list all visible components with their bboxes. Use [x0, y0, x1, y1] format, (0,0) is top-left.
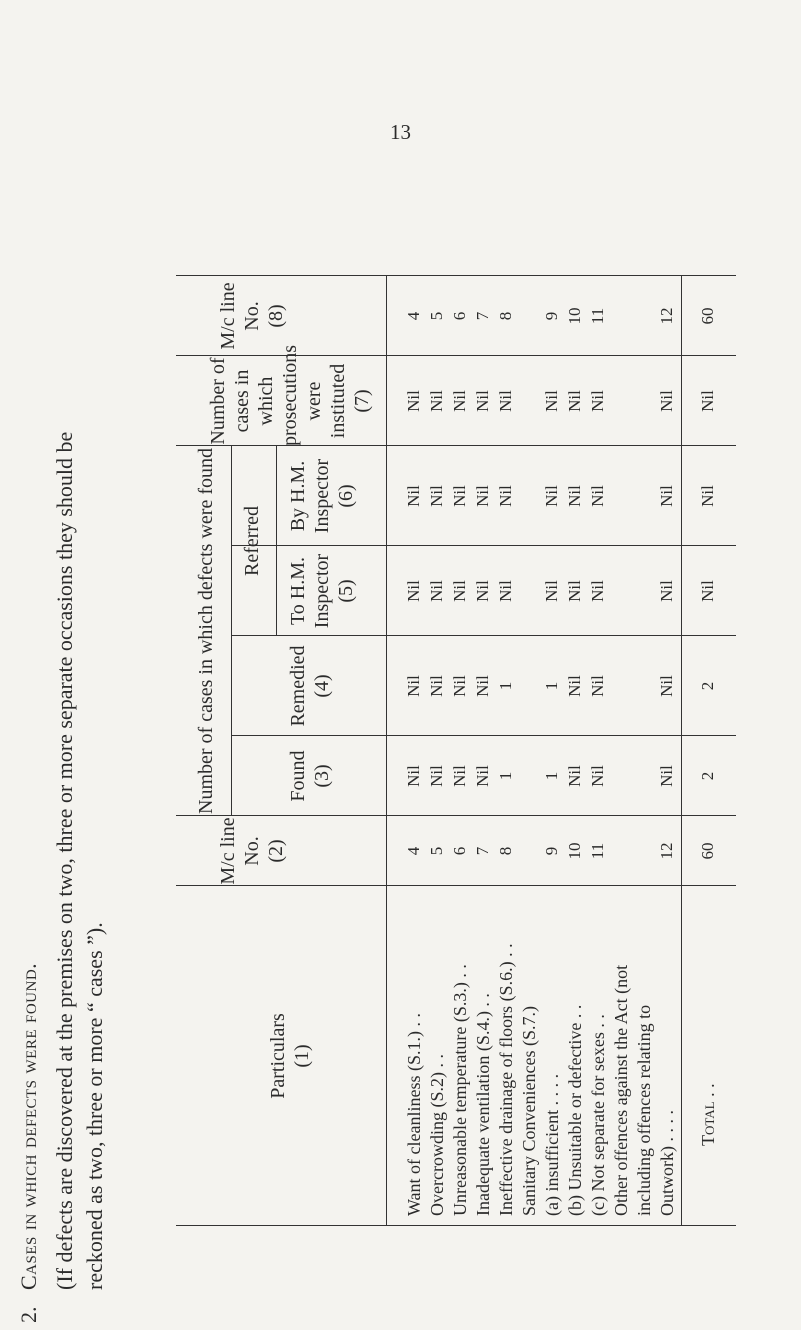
row-cell-to_hm: Nil: [404, 580, 423, 602]
column-label: Remedied: [287, 645, 309, 727]
row-cell-remedied: Nil: [450, 675, 469, 697]
row-cell-to_hm: Nil: [565, 580, 584, 602]
row-cell-found: Nil: [657, 765, 676, 787]
row-cell-to_hm: Nil: [427, 580, 446, 602]
row-cell-remedied: Nil: [427, 675, 446, 697]
column-header: [286, 736, 334, 816]
row-particulars: (b) Unsuitable or defective . .: [565, 1004, 585, 1216]
row-cell-found: Nil: [427, 765, 446, 787]
row-cell-line: 8: [496, 846, 515, 856]
column-header: [266, 886, 314, 1226]
row-cell-by_hm: Nil: [473, 485, 492, 507]
row-cell-line: 6: [450, 846, 469, 856]
row-cell-pros: Nil: [427, 390, 446, 412]
row-cell-to_hm: Nil: [473, 580, 492, 602]
section-number: 2.: [16, 1306, 41, 1323]
column-number: (8): [265, 304, 287, 328]
row-particulars: Ineffective drainage of floors (S.6.) . .: [496, 943, 516, 1216]
row-cell-found: 1: [542, 771, 561, 781]
column-header: [286, 636, 334, 736]
column-number: (2): [265, 839, 287, 863]
row-cell-line: 10: [565, 842, 584, 860]
table-hline: [276, 446, 277, 636]
row-cell-remedied: Nil: [404, 675, 423, 697]
row-cell-remedied: Nil: [565, 675, 584, 697]
table-vline: [176, 1225, 736, 1226]
row-cell-remedied: 1: [496, 681, 515, 691]
row-cell-by_hm: Nil: [588, 485, 607, 507]
total-cell-found: 2: [698, 771, 717, 781]
total-cell-to_hm: Nil: [698, 580, 717, 602]
column-number: (5): [335, 579, 357, 603]
row-cell-line: 9: [542, 846, 561, 856]
column-number: (6): [335, 484, 357, 508]
section-note: (If defects are discovered at the premises on two, three or more separate occasions they should be reckoned as two, three or more “ cases ”).: [52, 431, 107, 1290]
row-particulars: Inadequate ventilation (S.4.) . .: [473, 993, 493, 1216]
row-cell-pros: Nil: [542, 390, 561, 412]
row-cell-by_hm: Nil: [542, 485, 561, 507]
total-text: Total: [698, 1101, 718, 1146]
row-cell-remedied: Nil: [588, 675, 607, 697]
column-header: [216, 276, 288, 356]
row-cell-line2: 9: [542, 311, 561, 321]
column-label: M/c line No.: [217, 817, 263, 885]
row-particulars: Unreasonable temperature (S.3.) . .: [450, 964, 470, 1216]
column-number: (4): [311, 674, 333, 698]
row-cell-found: Nil: [450, 765, 469, 787]
table-hline: [231, 446, 232, 816]
row-cell-to_hm: Nil: [657, 580, 676, 602]
row-cell-by_hm: Nil: [496, 485, 515, 507]
row-particulars: (a) insufficient . . . .: [542, 1073, 562, 1216]
row-cell-line2: 7: [473, 311, 492, 321]
column-number: (3): [311, 764, 333, 788]
row-cell-pros: Nil: [657, 390, 676, 412]
row-cell-line: 5: [427, 846, 446, 856]
row-cell-found: Nil: [565, 765, 584, 787]
column-label: M/c line No.: [217, 282, 263, 350]
row-cell-found: Nil: [404, 765, 423, 787]
row-particulars: Sanitary Conveniences (S.7.): [519, 1006, 539, 1216]
row-cell-line: 7: [473, 846, 492, 856]
row-cell-line2: 12: [657, 307, 676, 325]
row-particulars: (c) Not separate for sexes . .: [588, 1014, 608, 1216]
row-cell-pros: Nil: [588, 390, 607, 412]
column-header: [286, 446, 358, 546]
row-cell-line: 12: [657, 842, 676, 860]
column-label: Number of cases in which prosecutions were instituted: [207, 344, 349, 446]
row-cell-by_hm: Nil: [657, 485, 676, 507]
referred-header: Referred: [241, 506, 263, 576]
row-cell-pros: Nil: [450, 390, 469, 412]
row-cell-found: 1: [496, 771, 515, 781]
table-hline: [681, 276, 682, 1226]
row-cell-to_hm: Nil: [542, 580, 561, 602]
section-title: Cases in which defects were found.: [16, 962, 41, 1290]
row-cell-to_hm: Nil: [588, 580, 607, 602]
row-cell-by_hm: Nil: [450, 485, 469, 507]
row-cell-by_hm: Nil: [404, 485, 423, 507]
defects-table: [176, 0, 736, 1226]
column-label: Found: [287, 750, 309, 802]
total-label: Total . .: [698, 1083, 718, 1146]
total-cell-by_hm: Nil: [698, 485, 717, 507]
column-label: To H.M. Inspector: [287, 553, 333, 629]
row-particulars: Overcrowding (S.2) . .: [427, 1054, 447, 1216]
row-cell-pros: Nil: [404, 390, 423, 412]
row-cell-pros: Nil: [496, 390, 515, 412]
total-cell-pros: Nil: [698, 390, 717, 412]
row-cell-to_hm: Nil: [450, 580, 469, 602]
row-cell-to_hm: Nil: [496, 580, 515, 602]
column-label: Particulars: [267, 1013, 289, 1099]
column-header: [286, 546, 358, 636]
row-cell-remedied: Nil: [657, 675, 676, 697]
column-number: (1): [291, 1044, 313, 1068]
row-cell-line2: 8: [496, 311, 515, 321]
row-particulars: Outwork) . . . .: [657, 1110, 677, 1216]
row-cell-line: 11: [588, 842, 607, 860]
total-cell-line: 60: [698, 842, 717, 860]
row-cell-pros: Nil: [473, 390, 492, 412]
row-cell-line2: 6: [450, 311, 469, 321]
row-cell-line2: 5: [427, 311, 446, 321]
row-cell-by_hm: Nil: [427, 485, 446, 507]
row-cell-line: 4: [404, 846, 423, 856]
row-cell-found: Nil: [588, 765, 607, 787]
total-cell-line2: 60: [698, 307, 717, 325]
row-cell-line2: 10: [565, 307, 584, 325]
table-hline: [386, 276, 387, 1226]
row-cell-line2: 4: [404, 311, 423, 321]
row-cell-found: Nil: [473, 765, 492, 787]
row-particulars: including offences relating to: [634, 1004, 654, 1216]
row-cell-remedied: Nil: [473, 675, 492, 697]
row-cell-remedied: 1: [542, 681, 561, 691]
group-header: Number of cases in which defects were found: [195, 448, 217, 814]
column-number: (7): [351, 389, 373, 413]
row-particulars: Other offences against the Act (not: [611, 964, 631, 1216]
total-cell-remedied: 2: [698, 681, 717, 691]
column-label: By H.M. Inspector: [287, 458, 333, 534]
row-cell-pros: Nil: [565, 390, 584, 412]
row-particulars: Want of cleanliness (S.1.) . .: [404, 1012, 424, 1216]
column-header: [206, 344, 374, 446]
row-cell-by_hm: Nil: [565, 485, 584, 507]
page-number: 13: [390, 120, 411, 144]
column-header: [216, 816, 288, 886]
row-cell-line2: 11: [588, 307, 607, 325]
